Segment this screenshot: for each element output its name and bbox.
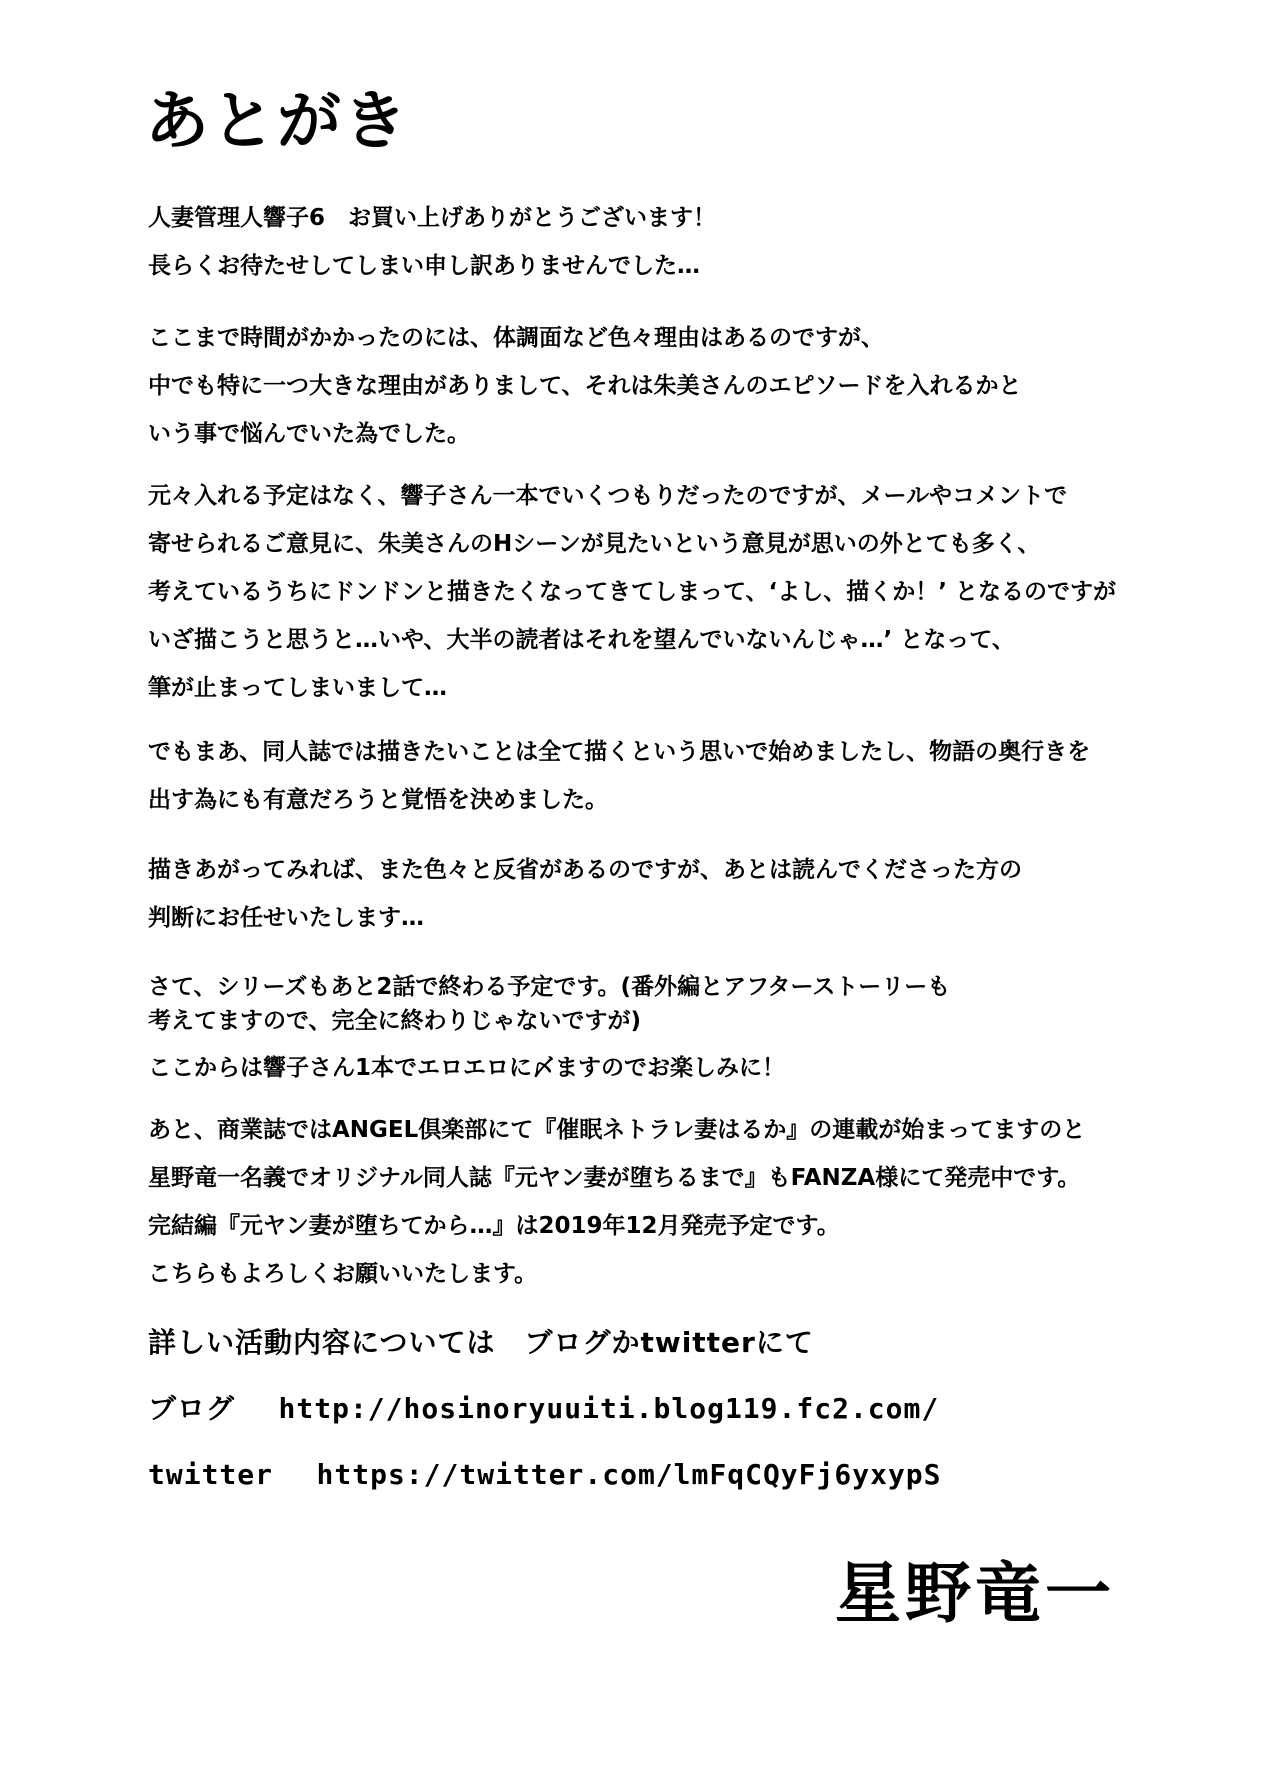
text-line: 完結編『元ヤン妻が堕ちてから…』は2019年12月発売予定です。: [148, 1213, 840, 1239]
paragraph-thanks: [148, 194, 1148, 290]
blog-link-row: [148, 1376, 1148, 1442]
text-line: 星野竜一名義でオリジナル同人誌『元ヤン妻が堕ちるまで』もFANZA様にて発売中です。: [148, 1165, 1081, 1191]
paragraph-reason: [148, 314, 1148, 458]
twitter-link-row: [148, 1442, 1148, 1508]
text-line: さて、シリーズもあと2話で終わる予定です。(番外編とアフターストーリーも: [148, 974, 951, 1000]
paragraph-series: [148, 970, 1148, 1092]
twitter-url-link[interactable]: https://twitter.com/lmFqCQyFj6yxypS: [316, 1458, 942, 1491]
twitter-label: twitter: [148, 1458, 274, 1491]
text-line: 出す為にも有意だろうと覚悟を決めました。: [148, 787, 608, 813]
text-line: ここまで時間がかかったのには、体調面など色々理由はあるのですが、: [148, 325, 884, 351]
blog-label: ブログ: [148, 1392, 236, 1425]
text-line: 長らくお待たせしてしまい申し訳ありませんでした…: [148, 253, 700, 279]
text-line: ここからは響子さん1本でエロエロに〆ますのでお楽しみに！: [148, 1055, 786, 1081]
text-line: でもまあ、同人誌では描きたいことは全て描くという思いで始めましたし、物語の奥行きを: [148, 739, 1091, 765]
author-signature: 星野竜一: [835, 1554, 1115, 1632]
text-line: 寄せられるご意見に、朱美さんのHシーンが見たいという意見が思いの外とても多く、: [148, 531, 1041, 557]
text-line: いう事で悩んでいた為でした。: [148, 421, 470, 447]
text-line: こちらもよろしくお願いいたします。: [148, 1261, 538, 1287]
page-title: あとがき: [145, 85, 409, 159]
paragraph-decision: [148, 728, 1148, 824]
text-line: 考えているうちにドンドンと描きたくなってきてしまって、‘よし、描くか！’ となるのですが: [148, 579, 1117, 605]
links-section: [148, 1310, 1148, 1508]
paragraph-akemi: [148, 472, 1148, 712]
text-line: 筆が止まってしまいまして…: [148, 675, 447, 701]
paragraph-reflection: [148, 846, 1148, 942]
text-line: あと、商業誌ではANGEL倶楽部にて『催眠ネトラレ妻はるか』の連載が始まってますのと: [148, 1117, 1086, 1143]
paragraph-announcements: [148, 1106, 1148, 1298]
text-line: 描きあがってみれば、また色々と反省があるのですが、あとは読んでくださった方の: [148, 857, 1022, 883]
text-line: 人妻管理人響子6 お買い上げありがとうございます！: [148, 205, 717, 231]
text-line: 中でも特に一つ大きな理由がありまして、それは朱美さんのエピソードを入れるかと: [148, 373, 1022, 399]
text-line: いざ描こうと思うと…いや、大半の読者はそれを望んでいないんじゃ…’ となって、: [148, 627, 1015, 653]
text-line: 判断にお任せいたします…: [148, 905, 424, 931]
text-line: 考えてますので、完全に終わりじゃないですが): [148, 1008, 642, 1034]
blog-url-link[interactable]: http://hosinoryuuiti.blog119.fc2.com/: [278, 1392, 940, 1425]
text-line: 元々入れる予定はなく、響子さん一本でいくつもりだったのですが、メールやコメントで: [148, 483, 1068, 509]
links-intro: 詳しい活動内容については ブログかtwitterにて: [148, 1326, 814, 1359]
